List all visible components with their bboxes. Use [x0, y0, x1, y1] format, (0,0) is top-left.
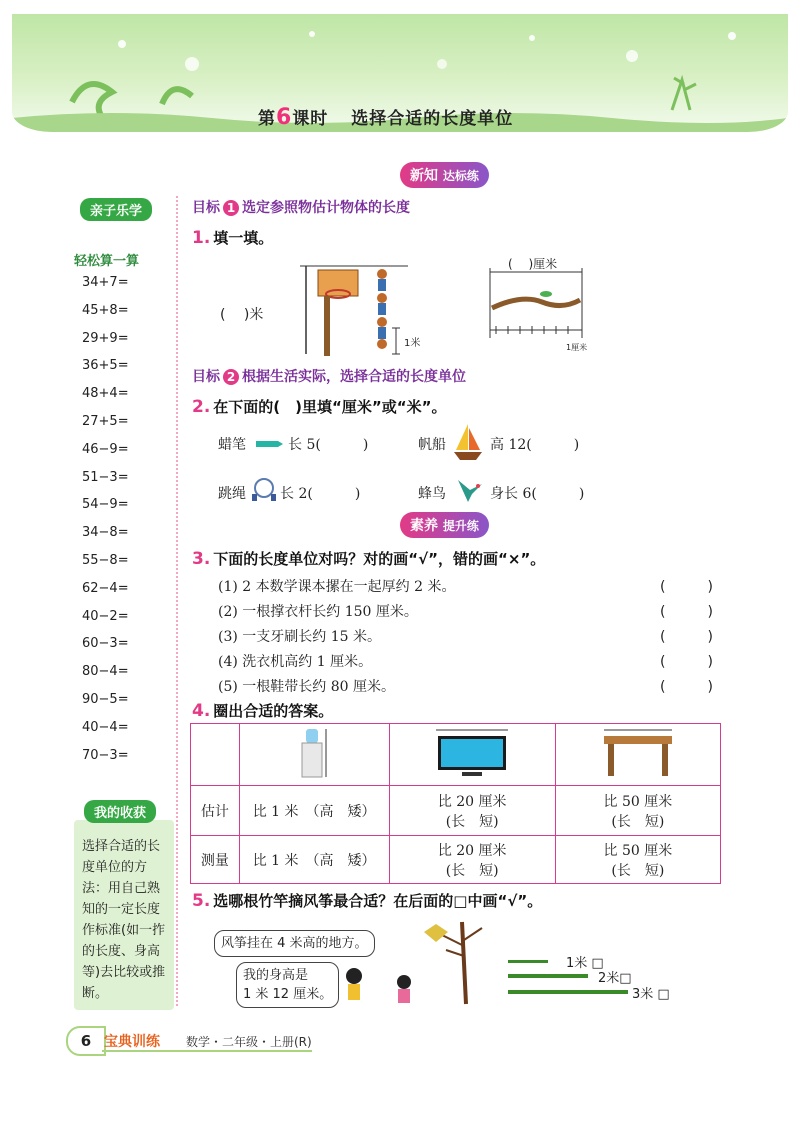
footer-book-info: 数学・二年级・上册(R) — [186, 1035, 312, 1049]
estimate-table[interactable] — [555, 786, 720, 836]
estimate-dispenser[interactable]: 比 1 米 （高 矮） — [239, 786, 389, 836]
q2-item-rope-desc: 长 2( ) — [280, 486, 361, 502]
calc-item: 27+5= — [82, 414, 129, 429]
sidebar-divider — [176, 196, 178, 1006]
q2-item-sailboat-name: 帆船 — [418, 437, 446, 453]
pole-option-2m[interactable]: 2米□ — [598, 971, 632, 986]
measure-table-compare: 比 50 厘米 — [603, 842, 673, 859]
calc-item: 90−5= — [82, 692, 129, 707]
q3-statement: (1) 2 本数学课本摞在一起厚约 2 米。 — [218, 579, 456, 595]
kite-tree-illustration — [340, 916, 500, 1008]
sidebar-tag-harvest: 我的收获 — [84, 800, 156, 823]
calc-item: 55−8= — [82, 553, 129, 568]
calc-item: 34−8= — [82, 525, 129, 541]
question-5-title: 5. 选哪根竹竿摘风筝最合适？在后面的□中画“√”。 — [192, 891, 543, 911]
q3-answer-blank[interactable]: ( ) — [660, 579, 713, 595]
calc-item: 40−4= — [82, 719, 129, 735]
calc-item: 62−4= — [82, 580, 129, 596]
q3-statement: (3) 一支牙刷长约 15 米。 — [218, 629, 381, 645]
water-dispenser-icon — [294, 725, 334, 781]
q3-answer-blank[interactable]: ( ) — [660, 654, 713, 670]
q3-answer-blank[interactable]: ( ) — [660, 604, 713, 620]
sidebar-tag-parent-child: 亲子乐学 — [80, 198, 152, 221]
calc-item: 80−4= — [82, 664, 129, 680]
tv-icon — [432, 726, 512, 780]
bubble-height-line2: 1 米 12 厘米。 — [243, 987, 333, 1002]
estimate-table-choice[interactable]: (长 短) — [611, 813, 665, 830]
sailboat-icon — [452, 422, 484, 462]
goal-2: 目标 2 根据生活实际，选择合适的长度单位 — [192, 369, 466, 385]
q2-item-rope-name: 跳绳 — [218, 486, 246, 502]
q2-item-sailboat-desc: 高 12( ) — [490, 437, 580, 453]
calc-item: 51−3= — [82, 469, 129, 485]
bubble-height-line1: 我的身高是 — [243, 968, 309, 983]
estimate-table-compare: 比 50 厘米 — [603, 793, 673, 810]
q2-item-crayon-name: 蜡笔 — [218, 437, 246, 453]
estimate-tv-choice[interactable]: (长 短) — [445, 813, 499, 830]
harvest-text: 选择合适的长度单位的方法：用自己熟知的一定长度作标准(如一拃的长度、身高等)去比较或推断。 — [82, 839, 166, 1001]
table-cell — [555, 724, 720, 786]
q3-answer-blank[interactable]: ( ) — [660, 629, 713, 645]
speech-bubble-height — [236, 962, 339, 1008]
q1-blank-cm: ( )厘米 — [508, 257, 558, 271]
goal-1: 目标 1 选定参照物估计物体的长度 — [192, 200, 410, 216]
banner-new-knowledge: 新知 达标练 — [400, 162, 489, 188]
question-4-title: 4. 圈出合适的答案。 — [192, 701, 334, 721]
question-3-title: 3. 下面的长度单位对吗？对的画“√”，错的画“×”。 — [192, 549, 546, 569]
q2-item-hummingbird-desc: 身长 6( ) — [490, 486, 585, 502]
tv-cell — [389, 724, 555, 786]
calc-item: 36+5= — [82, 358, 129, 374]
hummingbird-icon — [454, 474, 486, 504]
pole-option-1m[interactable]: 1米 □ — [566, 956, 604, 971]
q4-table — [190, 723, 721, 884]
branch-illustration — [486, 268, 586, 348]
footer-brand: 宝典训练 — [104, 1034, 160, 1050]
calc-item: 48+4= — [82, 386, 129, 402]
measure-table[interactable] — [555, 836, 720, 884]
q2-item-crayon-desc: 长 5( ) — [288, 437, 369, 453]
calc-item: 70−3= — [82, 747, 129, 763]
calc-item: 54−9= — [82, 497, 129, 513]
question-2-title: 2. 在下面的( )里填“厘米”或“米”。 — [192, 397, 447, 417]
calc-item: 60−3= — [82, 636, 129, 652]
measure-table-choice[interactable]: (长 短) — [611, 862, 665, 879]
water-dispenser-cell — [239, 724, 389, 786]
speech-bubble-kite: 风筝挂在 4 米高的地方。 — [214, 930, 375, 957]
calc-item: 45+8= — [82, 302, 129, 318]
banner-quality: 素养 提升练 — [400, 512, 489, 538]
calc-item: 40−2= — [82, 608, 129, 624]
calc-item: 29+9= — [82, 330, 129, 346]
q1-blank-meter: ( )米 — [220, 307, 264, 323]
row-label-measure: 测量 — [191, 836, 240, 884]
estimate-tv[interactable] — [389, 786, 555, 836]
q2-item-hummingbird-name: 蜂鸟 — [418, 486, 446, 502]
pole-option-3m[interactable]: 3米 □ — [632, 987, 670, 1002]
q3-statement: (5) 一根鞋带长约 80 厘米。 — [218, 679, 395, 695]
measure-tv-choice[interactable]: (长 短) — [445, 862, 499, 879]
calc-item: 46−9= — [82, 441, 129, 457]
calc-item: 34+7= — [82, 275, 129, 290]
jump-rope-icon — [250, 476, 278, 502]
q1-one-meter-label: 1米 — [404, 338, 421, 349]
q3-statement: (4) 洗衣机高约 1 厘米。 — [218, 654, 373, 670]
row-label-estimate: 估计 — [191, 786, 240, 836]
table-corner — [191, 724, 240, 786]
question-1-title: 1. 填一填。 — [192, 228, 274, 248]
q3-statement: (2) 一根撑衣杆长约 150 厘米。 — [218, 604, 418, 620]
q1-one-cm-label: 1厘米 — [566, 343, 588, 352]
measure-tv-compare: 比 20 厘米 — [437, 842, 507, 859]
crayon-icon — [254, 438, 284, 450]
table-icon — [598, 726, 678, 780]
measure-dispenser[interactable]: 比 1 米 （高 矮） — [239, 836, 389, 884]
q3-answer-blank[interactable]: ( ) — [660, 679, 713, 695]
measure-tv[interactable] — [389, 836, 555, 884]
estimate-tv-compare: 比 20 厘米 — [437, 793, 507, 810]
page-number: 6 — [66, 1026, 106, 1056]
calc-title: 轻松算一算 — [74, 254, 140, 269]
lesson-title: 第6课时 选择合适的长度单位 — [258, 105, 514, 130]
